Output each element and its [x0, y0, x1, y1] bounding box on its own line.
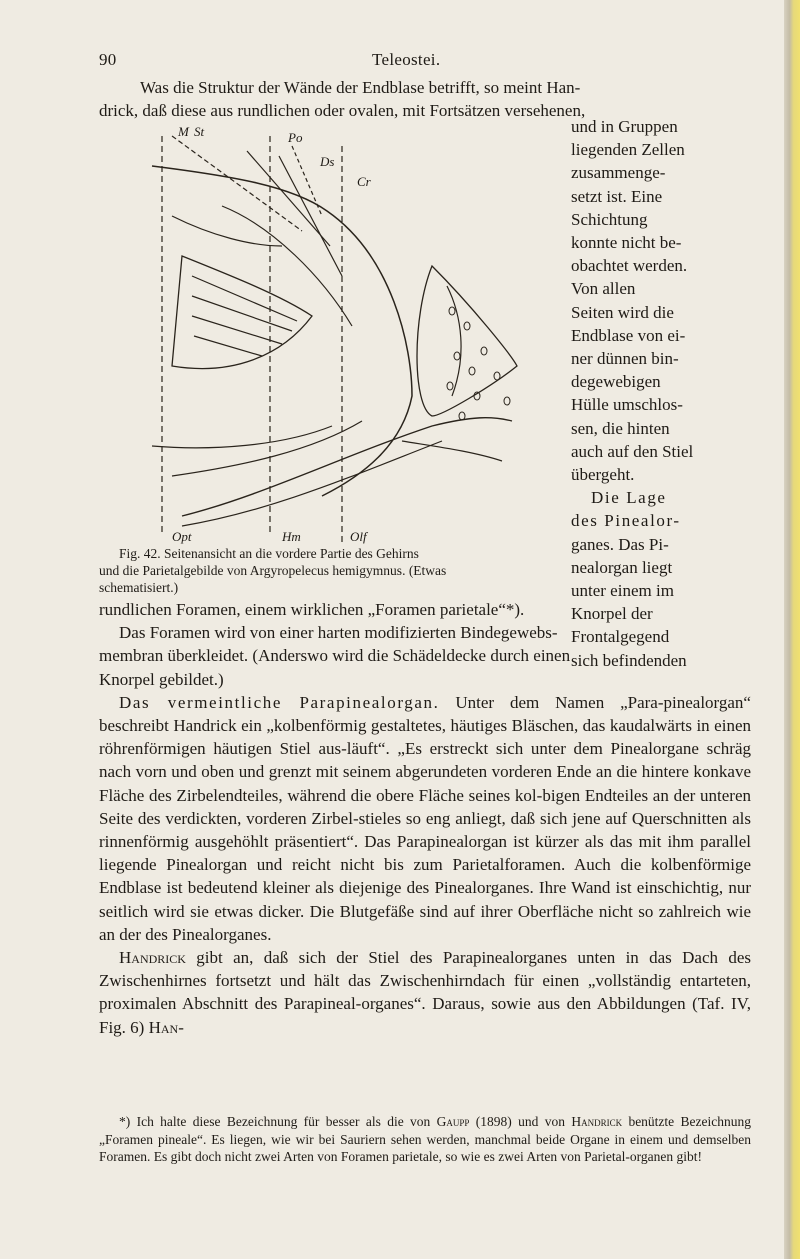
- label-ds: Ds: [320, 154, 335, 169]
- label-hm: Hm: [282, 529, 301, 544]
- body-line: rundlichen Foramen, einem wirklichen „Foramen parietale“*).: [99, 600, 525, 619]
- side-line: Endblase von ei-: [571, 325, 686, 345]
- footnote: [99, 1113, 751, 1166]
- author-name: Handrick: [119, 948, 186, 968]
- side-column-text: [571, 115, 748, 672]
- section-text: Unter dem Namen „Para-pinealorgan“ beschreibt Handrick ein „kolbenförmig gestaltetes, häutiges Bläschen, das kaudalwärts in einen röhrenförmigen häutigen Stiel aus-läuft“. „Es erstreckt sich unter dem Pinealorgane schräg nach vorn und oben und grenzt mit seinem abgerundeten vorderen Ende an die hintere konkave Fläche des Zirbelendteiles, während die obere Fläche seines kol-bigen Endteiles an der unteren Seite des verdickten, vorderen Zirbel-stieles so eng anliegt, daß sich jene auf Querschnitten als rinnenförmig ausgehöhlt präsentiert“. Das Parapinealorgan ist kürzer als das mit ihm parallel liegende Pinealorgan und reicht nicht bis zum Parietalforamen. Auch die kolbenförmige Endblase ist bedeutend kleiner als diejenige des Pinealorganes. Ihre Wand ist einschichtig, nur seitlich wird sie etwas dicker. Die Blutgefäße sind auf ihrer Oberfläche nicht so zahlreich wie an der des Pinealorganes.: [99, 692, 751, 944]
- label-olf: Olf: [350, 529, 367, 544]
- footnote-text: benützte Bezeichnung „Foramen pineale“. Es liegen, wie wir bei Sauriern sehen werden, manchmal beide Organe in einem und demselben Foramen. Es gibt doch nicht zwei Arten von Foramen parietale, so wie es zwei Arten von Parietal-organen gibt!: [99, 1114, 751, 1164]
- side-line: Knorpel der: [571, 604, 653, 624]
- page-binding-edge: [784, 0, 800, 1259]
- side-heading: Die Lage: [591, 488, 667, 508]
- running-header: [0, 50, 760, 72]
- side-line: liegenden Zellen: [571, 140, 685, 160]
- side-line: degewebigen: [571, 372, 661, 392]
- figure-42: [112, 116, 532, 548]
- paragraph-text: gibt an, daß sich der Stiel des Parapinealorganes unten in das Dach des Zwischenhirnes fortsetzt und hält das Zwischenhirndach für einen „vollständig entarteten, proximalen Abschnitt des Parapineal-organes“. Daraus, sowie aus den Abbildungen (Taf. IV, Fig. 6): [99, 948, 751, 1037]
- side-heading: des Pinealor-: [571, 511, 681, 531]
- label-opt: Opt: [172, 529, 192, 544]
- running-title: Teleostei.: [372, 50, 441, 69]
- footnote-text: (1898) und von: [469, 1114, 572, 1129]
- section-parapineal: [99, 691, 751, 946]
- section-heading: Das vermeintliche Parapinealorgan.: [119, 692, 440, 712]
- caption-line-1: Fig. 42. Seitenansicht an die vordere Partie des Gehirns: [119, 546, 419, 561]
- body-line: membran überkleidet. (Anderswo wird die Schädeldecke durch einen: [99, 646, 571, 666]
- paragraph-tail: Han-: [148, 1017, 184, 1037]
- side-line: setzt ist. Eine: [571, 186, 663, 206]
- side-line: übergeht.: [571, 465, 635, 485]
- footnote-text: *) Ich halte diese Bezeichnung für besser als die von: [119, 1114, 437, 1129]
- side-line: auch auf den Stiel: [571, 441, 694, 461]
- side-line: zusammenge-: [571, 163, 666, 183]
- intro-line-1: Was die Struktur der Wände der Endblase betrifft, so meint Han-: [140, 78, 581, 97]
- page-number: 90: [99, 50, 117, 69]
- body-line: Knorpel gebildet.): [99, 669, 224, 689]
- figure-caption: [99, 545, 519, 596]
- main-text: [99, 598, 751, 1039]
- side-line: Schichtung: [571, 209, 648, 229]
- side-line: ner dünnen bin-: [571, 349, 679, 369]
- label-st: St: [194, 124, 205, 139]
- body-line: Das Foramen wird von einer harten modifizierten Bindegewebs-: [119, 623, 558, 643]
- side-line: unter einem im: [571, 581, 674, 601]
- side-line: sen, die hinten: [571, 418, 670, 438]
- side-line: konnte nicht be-: [571, 233, 682, 253]
- label-m: M: [178, 124, 189, 139]
- footnote-author: Gaupp: [436, 1114, 470, 1129]
- side-line: obachtet werden.: [571, 256, 688, 276]
- side-line: sich befindenden: [571, 650, 687, 670]
- side-line: Frontalgegend: [571, 627, 670, 647]
- intro-line-2: drick, daß diese aus rundlichen oder ovalen, mit Fortsätzen versehenen,: [99, 101, 586, 120]
- side-line: und in Gruppen: [571, 117, 678, 136]
- side-line: ganes. Das Pi-: [571, 534, 669, 554]
- paragraph-handrick: [99, 946, 751, 1039]
- label-cr: Cr: [357, 174, 371, 189]
- caption-line-2: und die Parietalgebilde von Argyropelecus hemigymnus. (Etwas: [99, 563, 447, 578]
- label-po: Po: [288, 130, 303, 145]
- side-line: Seiten wird die: [571, 302, 674, 322]
- side-line: Von allen: [571, 279, 636, 299]
- footnote-author: Handrick: [571, 1114, 623, 1129]
- caption-line-3: schematisiert.): [99, 580, 179, 595]
- brain-diagram: [112, 116, 532, 548]
- side-line: Hülle umschlos-: [571, 395, 683, 415]
- side-line: nealorgan liegt: [571, 557, 673, 577]
